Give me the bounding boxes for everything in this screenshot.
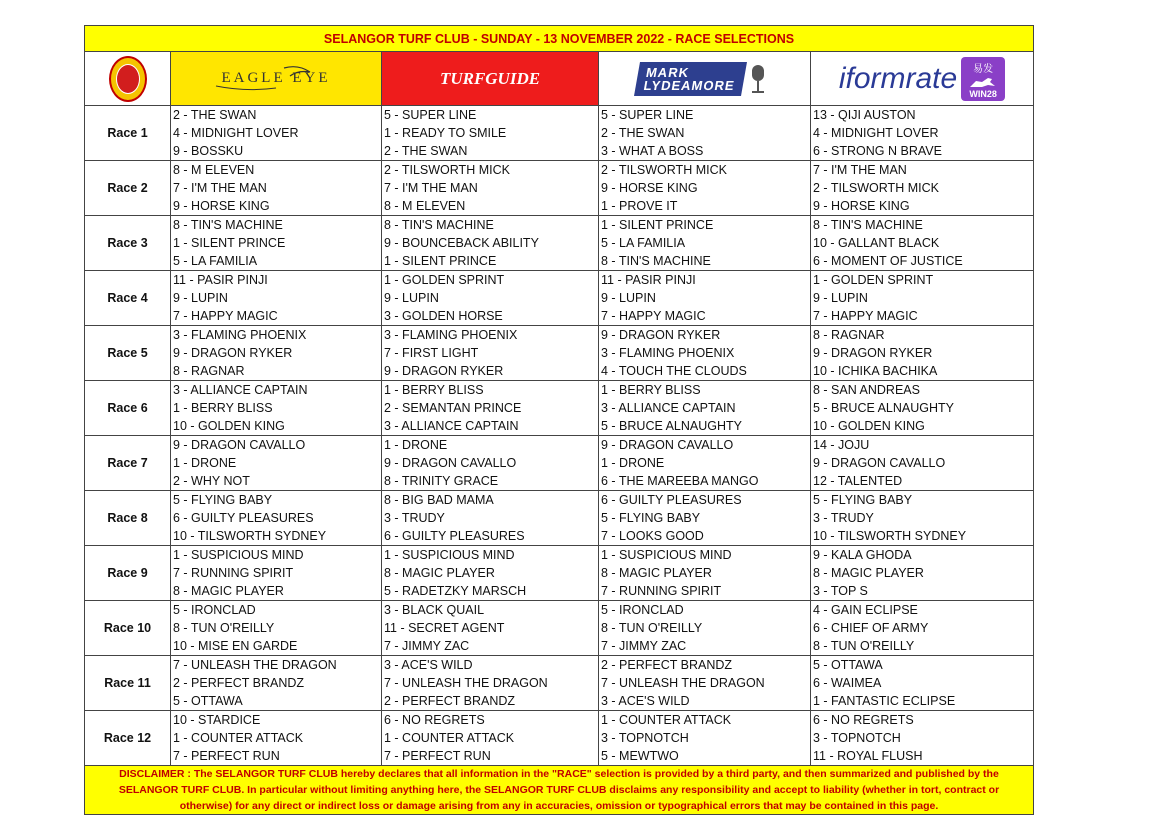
selection-entry: 9 - DRAGON RYKER xyxy=(384,364,504,378)
selection-entry: 6 - CHIEF OF ARMY xyxy=(813,621,929,635)
selection-entry: 9 - HORSE KING xyxy=(173,199,270,213)
iformrate-selections xyxy=(811,161,1033,215)
turfguide-selections xyxy=(382,546,599,600)
eagle-eye-selections xyxy=(171,656,382,710)
selection-entry: 7 - I'M THE MAN xyxy=(173,181,267,195)
selection-entry: 9 - DRAGON RYKER xyxy=(813,346,933,360)
selection-entry: 9 - DRAGON RYKER xyxy=(601,328,721,342)
eagle-eye-wordmark-icon xyxy=(186,62,366,96)
eagle-eye-selections xyxy=(171,601,382,655)
selection-entry: 6 - GUILTY PLEASURES xyxy=(384,529,525,543)
selection-entry: 13 - QIJI AUSTON xyxy=(813,108,916,122)
selection-entry: 7 - I'M THE MAN xyxy=(384,181,478,195)
selection-entry: 9 - LUPIN xyxy=(601,291,656,305)
eagle-eye-logo xyxy=(171,52,382,105)
page-title: SELANGOR TURF CLUB - SUNDAY - 13 NOVEMBER 2022 - RACE SELECTIONS xyxy=(85,26,1033,52)
race-row xyxy=(85,216,1033,271)
race-row xyxy=(85,546,1033,601)
iformrate-selections xyxy=(811,271,1033,325)
selection-entry: 8 - TIN'S MACHINE xyxy=(384,218,494,232)
horse-icon xyxy=(968,75,998,89)
selection-entry: 9 - HORSE KING xyxy=(601,181,698,195)
race-label: Race 12 xyxy=(85,711,171,765)
race-table xyxy=(85,106,1033,766)
selection-entry: 1 - SUSPICIOUS MIND xyxy=(601,548,732,562)
mark-lydeamore-selections xyxy=(599,271,811,325)
race-label: Race 6 xyxy=(85,381,171,435)
eagle-eye-selections xyxy=(171,326,382,380)
selection-entry: 5 - FLYING BABY xyxy=(813,493,913,507)
selection-entry: 8 - TUN O'REILLY xyxy=(173,621,275,635)
selection-entry: 4 - TOUCH THE CLOUDS xyxy=(601,364,747,378)
iformrate-logo xyxy=(811,52,1033,105)
selection-entry: 10 - ICHIKA BACHIKA xyxy=(813,364,938,378)
selection-entry: 5 - LA FAMILIA xyxy=(601,236,686,250)
race-label: Race 9 xyxy=(85,546,171,600)
iformrate-selections xyxy=(811,491,1033,545)
selection-entry: 1 - SILENT PRINCE xyxy=(601,218,714,232)
selection-entry: 3 - FLAMING PHOENIX xyxy=(384,328,518,342)
race-row xyxy=(85,161,1033,216)
eagle-eye-selections xyxy=(171,546,382,600)
iformrate-selections xyxy=(811,546,1033,600)
race-selections-sheet xyxy=(84,25,1034,815)
selection-entry: 9 - DRAGON CAVALLO xyxy=(813,456,946,470)
disclaimer: DISCLAIMER : The SELANGOR TURF CLUB hereby declares that all information in the "RACE" selection is provided by a third party, and then summarized and published by the SELANGOR TURF CLUB. In particular without limiting anything here, the SELANGOR TURF CLUB disclaims any responsibility and accept to liability (whether in tort, contract or otherwise) for any direct or indirect loss or damage arising from any in accuracies, omission or typographical errors that may be contained in this page. xyxy=(85,766,1033,814)
win28-logo xyxy=(961,57,1005,101)
selection-entry: 6 - WAIMEA xyxy=(813,676,882,690)
race-label: Race 4 xyxy=(85,271,171,325)
selection-entry: 3 - TRUDY xyxy=(813,511,874,525)
selection-entry: 7 - JIMMY ZAC xyxy=(601,639,687,653)
selection-entry: 10 - STARDICE xyxy=(173,713,261,727)
selection-entry: 9 - BOSSKU xyxy=(173,144,244,158)
selection-entry: 7 - HAPPY MAGIC xyxy=(601,309,706,323)
selection-entry: 1 - BERRY BLISS xyxy=(384,383,484,397)
race-row xyxy=(85,271,1033,326)
selection-entry: 2 - WHY NOT xyxy=(173,474,250,488)
selection-entry: 5 - FLYING BABY xyxy=(173,493,273,507)
selection-entry: 3 - FLAMING PHOENIX xyxy=(173,328,307,342)
selection-entry: 9 - DRAGON CAVALLO xyxy=(384,456,517,470)
selection-entry: 1 - BERRY BLISS xyxy=(601,383,701,397)
selection-entry: 5 - LA FAMILIA xyxy=(173,254,258,268)
race-label: Race 1 xyxy=(85,106,171,160)
selection-entry: 8 - TUN O'REILLY xyxy=(813,639,915,653)
selection-entry: 8 - M ELEVEN xyxy=(173,163,255,177)
turfguide-selections xyxy=(382,381,599,435)
eagle-eye-text: EAGLE EYE xyxy=(221,69,331,86)
turfguide-selections xyxy=(382,271,599,325)
selection-entry: 8 - RAGNAR xyxy=(173,364,245,378)
selection-entry: 8 - BIG BAD MAMA xyxy=(384,493,494,507)
race-label: Race 8 xyxy=(85,491,171,545)
race-row xyxy=(85,656,1033,711)
selection-entry: 10 - MISE EN GARDE xyxy=(173,639,298,653)
race-label: Race 2 xyxy=(85,161,171,215)
selection-entry: 10 - TILSWORTH SYDNEY xyxy=(813,529,967,543)
selection-entry: 1 - COUNTER ATTACK xyxy=(173,731,304,745)
selection-entry: 2 - TILSWORTH MICK xyxy=(813,181,939,195)
turfguide-logo xyxy=(382,52,599,105)
selection-entry: 7 - UNLEASH THE DRAGON xyxy=(384,676,548,690)
eagle-eye-selections xyxy=(171,106,382,160)
selection-entry: 5 - RADETZKY MARSCH xyxy=(384,584,527,598)
selection-entry: 8 - TUN O'REILLY xyxy=(601,621,703,635)
selection-entry: 1 - SILENT PRINCE xyxy=(384,254,497,268)
turfguide-selections xyxy=(382,491,599,545)
selection-entry: 9 - DRAGON CAVALLO xyxy=(601,438,734,452)
selection-entry: 4 - GAIN ECLIPSE xyxy=(813,603,918,617)
selection-entry: 7 - PERFECT RUN xyxy=(384,749,491,763)
mark-lydeamore-selections xyxy=(599,436,811,490)
selection-entry: 6 - STRONG N BRAVE xyxy=(813,144,942,158)
race-row xyxy=(85,711,1033,766)
selection-entry: 7 - LOOKS GOOD xyxy=(601,529,704,543)
selection-entry: 10 - GALLANT BLACK xyxy=(813,236,940,250)
mark-lydeamore-logo xyxy=(599,52,811,105)
selection-entry: 6 - NO REGRETS xyxy=(813,713,914,727)
selection-entry: 1 - GOLDEN SPRINT xyxy=(813,273,934,287)
selection-entry: 2 - THE SWAN xyxy=(601,126,685,140)
mark-lydeamore-selections xyxy=(599,546,811,600)
selection-entry: 1 - DRONE xyxy=(601,456,665,470)
iformrate-selections xyxy=(811,656,1033,710)
turfguide-selections xyxy=(382,656,599,710)
selection-entry: 9 - DRAGON RYKER xyxy=(173,346,293,360)
selection-entry: 5 - BRUCE ALNAUGHTY xyxy=(601,419,743,433)
turfguide-selections xyxy=(382,106,599,160)
selection-entry: 8 - TIN'S MACHINE xyxy=(601,254,711,268)
selection-entry: 5 - OTTAWA xyxy=(173,694,243,708)
microphone-icon xyxy=(744,62,772,96)
selection-entry: 7 - JIMMY ZAC xyxy=(384,639,470,653)
turfguide-selections xyxy=(382,326,599,380)
turfguide-selections xyxy=(382,601,599,655)
mark-lydeamore-selections xyxy=(599,711,811,765)
selection-entry: 4 - MIDNIGHT LOVER xyxy=(173,126,299,140)
race-row xyxy=(85,381,1033,436)
selection-entry: 3 - GOLDEN HORSE xyxy=(384,309,503,323)
selection-entry: 2 - TILSWORTH MICK xyxy=(601,163,727,177)
selection-entry: 5 - IRONCLAD xyxy=(601,603,684,617)
selection-entry: 2 - PERFECT BRANDZ xyxy=(601,658,733,672)
stc-badge-icon xyxy=(109,56,147,102)
turfguide-selections xyxy=(382,711,599,765)
eagle-eye-selections xyxy=(171,711,382,765)
selection-entry: 1 - SUSPICIOUS MIND xyxy=(384,548,515,562)
selection-entry: 7 - UNLEASH THE DRAGON xyxy=(601,676,765,690)
selection-entry: 1 - DRONE xyxy=(173,456,237,470)
selection-entry: 3 - TOPNOTCH xyxy=(601,731,689,745)
turfguide-selections xyxy=(382,216,599,270)
race-label: Race 10 xyxy=(85,601,171,655)
race-label: Race 7 xyxy=(85,436,171,490)
selection-entry: 1 - SILENT PRINCE xyxy=(173,236,286,250)
selection-entry: 5 - FLYING BABY xyxy=(601,511,701,525)
selection-entry: 3 - ALLIANCE CAPTAIN xyxy=(601,401,736,415)
selection-entry: 8 - MAGIC PLAYER xyxy=(601,566,712,580)
race-row xyxy=(85,326,1033,381)
selection-entry: 1 - FANTASTIC ECLIPSE xyxy=(813,694,956,708)
selection-entry: 6 - GUILTY PLEASURES xyxy=(601,493,742,507)
eagle-eye-selections xyxy=(171,491,382,545)
mark-lydeamore-selections xyxy=(599,601,811,655)
selangor-turf-club-logo xyxy=(85,52,171,105)
selection-entry: 8 - TRINITY GRACE xyxy=(384,474,499,488)
lydeamore-text: LYDEAMORE xyxy=(642,77,737,93)
selection-entry: 8 - MAGIC PLAYER xyxy=(384,566,495,580)
selection-entry: 6 - THE MAREEBA MANGO xyxy=(601,474,759,488)
iformrate-selections xyxy=(811,381,1033,435)
selection-entry: 3 - WHAT A BOSS xyxy=(601,144,704,158)
selection-entry: 1 - COUNTER ATTACK xyxy=(601,713,732,727)
selection-entry: 10 - GOLDEN KING xyxy=(813,419,925,433)
selection-entry: 2 - THE SWAN xyxy=(384,144,468,158)
selection-entry: 3 - ACE'S WILD xyxy=(384,658,473,672)
mark-lydeamore-selections xyxy=(599,656,811,710)
selection-entry: 10 - TILSWORTH SYDNEY xyxy=(173,529,327,543)
selection-entry: 1 - READY TO SMILE xyxy=(384,126,507,140)
selection-entry: 11 - SECRET AGENT xyxy=(384,621,505,635)
selection-entry: 2 - THE SWAN xyxy=(173,108,257,122)
selection-entry: 7 - RUNNING SPIRIT xyxy=(173,566,294,580)
selection-entry: 8 - RAGNAR xyxy=(813,328,885,342)
selection-entry: 8 - MAGIC PLAYER xyxy=(173,584,284,598)
selection-entry: 9 - BOUNCEBACK ABILITY xyxy=(384,236,539,250)
eagle-eye-selections xyxy=(171,436,382,490)
selection-entry: 7 - RUNNING SPIRIT xyxy=(601,584,722,598)
selection-entry: 9 - LUPIN xyxy=(384,291,439,305)
race-label: Race 11 xyxy=(85,656,171,710)
iformrate-selections xyxy=(811,436,1033,490)
selection-entry: 1 - SUSPICIOUS MIND xyxy=(173,548,304,562)
win28-text: WIN28 xyxy=(969,88,997,99)
selection-entry: 3 - BLACK QUAIL xyxy=(384,603,485,617)
selection-entry: 3 - ACE'S WILD xyxy=(601,694,690,708)
race-row xyxy=(85,436,1033,491)
selection-entry: 8 - MAGIC PLAYER xyxy=(813,566,924,580)
selection-entry: 7 - HAPPY MAGIC xyxy=(813,309,918,323)
mark-lydeamore-selections xyxy=(599,216,811,270)
selection-entry: 9 - LUPIN xyxy=(813,291,868,305)
selection-entry: 5 - MEWTWO xyxy=(601,749,679,763)
iformrate-selections xyxy=(811,711,1033,765)
iformrate-selections xyxy=(811,106,1033,160)
selection-entry: 7 - FIRST LIGHT xyxy=(384,346,479,360)
win28-cn-text: 易发 xyxy=(973,63,994,75)
selection-entry: 8 - TIN'S MACHINE xyxy=(173,218,283,232)
selection-entry: 10 - GOLDEN KING xyxy=(173,419,285,433)
selection-entry: 9 - DRAGON CAVALLO xyxy=(173,438,306,452)
selection-entry: 6 - MOMENT OF JUSTICE xyxy=(813,254,963,268)
selection-entry: 7 - I'M THE MAN xyxy=(813,163,907,177)
turfguide-text: TURFGUIDE xyxy=(439,68,541,88)
selection-entry: 2 - SEMANTAN PRINCE xyxy=(384,401,522,415)
selection-entry: 5 - IRONCLAD xyxy=(173,603,256,617)
selection-entry: 3 - ALLIANCE CAPTAIN xyxy=(173,383,308,397)
race-row xyxy=(85,601,1033,656)
mark-lydeamore-badge xyxy=(634,62,747,96)
race-row xyxy=(85,491,1033,546)
selection-entry: 4 - MIDNIGHT LOVER xyxy=(813,126,939,140)
mark-lydeamore-selections xyxy=(599,491,811,545)
selection-entry: 9 - HORSE KING xyxy=(813,199,910,213)
selection-entry: 3 - ALLIANCE CAPTAIN xyxy=(384,419,519,433)
mark-lydeamore-selections xyxy=(599,381,811,435)
mark-lydeamore-selections xyxy=(599,106,811,160)
eagle-eye-selections xyxy=(171,381,382,435)
selection-entry: 3 - FLAMING PHOENIX xyxy=(601,346,735,360)
iformrate-text: iformrate xyxy=(838,61,958,95)
eagle-eye-selections xyxy=(171,271,382,325)
selection-entry: 9 - KALA GHODA xyxy=(813,548,912,562)
selection-entry: 2 - PERFECT BRANDZ xyxy=(384,694,516,708)
selection-entry: 3 - TOP S xyxy=(813,584,868,598)
selection-entry: 5 - SUPER LINE xyxy=(384,108,477,122)
selection-entry: 8 - SAN ANDREAS xyxy=(813,383,920,397)
selection-entry: 11 - PASIR PINJI xyxy=(173,273,268,287)
selection-entry: 11 - ROYAL FLUSH xyxy=(813,749,923,763)
selection-entry: 1 - GOLDEN SPRINT xyxy=(384,273,505,287)
iformrate-selections xyxy=(811,216,1033,270)
iformrate-selections xyxy=(811,326,1033,380)
selection-entry: 5 - BRUCE ALNAUGHTY xyxy=(813,401,955,415)
selection-entry: 12 - TALENTED xyxy=(813,474,903,488)
turfguide-selections xyxy=(382,161,599,215)
selection-entry: 1 - DRONE xyxy=(384,438,448,452)
selection-entry: 5 - SUPER LINE xyxy=(601,108,694,122)
iformrate-selections xyxy=(811,601,1033,655)
selection-entry: 6 - NO REGRETS xyxy=(384,713,485,727)
selection-entry: 14 - JOJU xyxy=(813,438,870,452)
selection-entry: 5 - OTTAWA xyxy=(813,658,883,672)
mark-lydeamore-selections xyxy=(599,326,811,380)
selection-entry: 8 - M ELEVEN xyxy=(384,199,466,213)
selection-entry: 2 - TILSWORTH MICK xyxy=(384,163,510,177)
mark-lydeamore-selections xyxy=(599,161,811,215)
selection-entry: 6 - GUILTY PLEASURES xyxy=(173,511,314,525)
race-label: Race 5 xyxy=(85,326,171,380)
selection-entry: 11 - PASIR PINJI xyxy=(601,273,696,287)
eagle-eye-selections xyxy=(171,161,382,215)
mark-text: MARK xyxy=(644,64,691,80)
selection-entry: 7 - HAPPY MAGIC xyxy=(173,309,278,323)
selection-entry: 1 - BERRY BLISS xyxy=(173,401,273,415)
selection-entry: 1 - COUNTER ATTACK xyxy=(384,731,515,745)
selection-entry: 1 - PROVE IT xyxy=(601,199,678,213)
race-row xyxy=(85,106,1033,161)
selection-entry: 7 - PERFECT RUN xyxy=(173,749,280,763)
race-label: Race 3 xyxy=(85,216,171,270)
selection-entry: 3 - TOPNOTCH xyxy=(813,731,901,745)
selection-entry: 8 - TIN'S MACHINE xyxy=(813,218,923,232)
tipster-logo-row xyxy=(85,52,1033,106)
turfguide-selections xyxy=(382,436,599,490)
selection-entry: 3 - TRUDY xyxy=(384,511,445,525)
eagle-eye-selections xyxy=(171,216,382,270)
selection-entry: 2 - PERFECT BRANDZ xyxy=(173,676,305,690)
selection-entry: 9 - LUPIN xyxy=(173,291,228,305)
selection-entry: 7 - UNLEASH THE DRAGON xyxy=(173,658,337,672)
